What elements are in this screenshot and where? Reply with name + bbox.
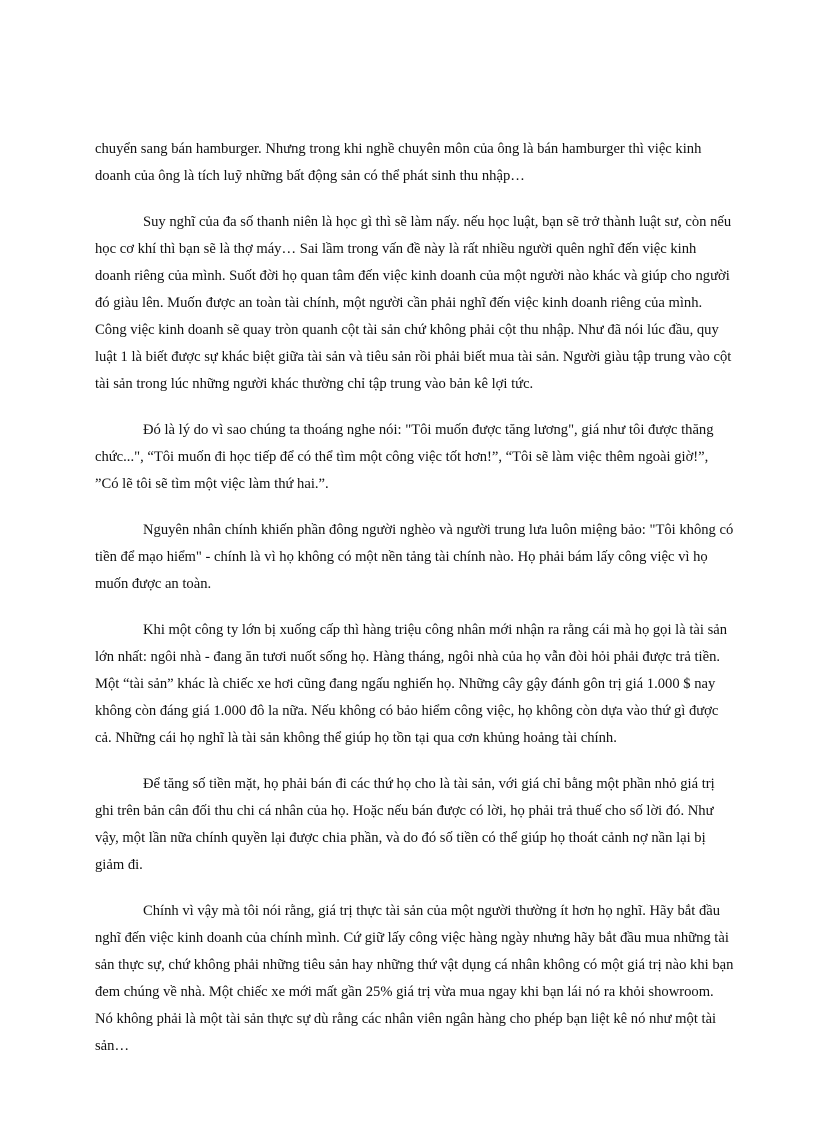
paragraph-3: Đó là lý do vì sao chúng ta thoáng nghe nói: "Tôi muốn được tăng lương", giá như tôi được thăng chức...", “Tôi muốn đi học tiếp để có thể tìm một công việc tốt hơn!”, “Tôi sẽ làm việc thêm ngoài giờ!”, ”Có lẽ tôi sẽ tìm một việc làm thứ hai.”.: [95, 422, 714, 492]
paragraph-2: Suy nghĩ của đa số thanh niên là học gì thì sẽ làm nấy. nếu học luật, bạn sẽ trở thành luật sư, còn nếu học cơ khí thì bạn sẽ là thợ máy… Sai lầm trong vấn đề này là rất nhiều người quên nghĩ đến việc kinh doanh riêng của mình. Suốt đời họ quan tâm đến việc kinh doanh của một người nào khác và giúp cho người đó giàu lên. Muốn được an toàn tài chính, một người cần phải nghĩ đến việc kinh doanh riêng của mình. Công việc kinh doanh sẽ quay tròn quanh cột tài sản chứ không phải cột thu nhập. Như đã nói lúc đầu, quy luật 1 là biết được sự khác biệt giữa tài sản và tiêu sản rồi phải biết mua tài sản. Người giàu tập trung vào cột tài sản trong lúc những người khác thường chỉ tập trung vào bản kê lợi tức.: [95, 214, 732, 392]
paragraph-4: Nguyên nhân chính khiến phần đông người nghèo và người trung lưa luôn miệng bảo: "Tôi không có tiền để mạo hiểm" - chính là vì họ không có một nền tảng tài chính nào. Họ phải bám lấy công việc vì họ muốn được an toàn.: [95, 522, 734, 592]
paragraph-6: Để tăng số tiền mặt, họ phải bán đi các thứ họ cho là tài sản, với giá chỉ bằng một phần nhỏ giá trị ghi trên bản cân đối thu chi cá nhân của họ. Hoặc nếu bán được có lời, họ phải trả thuế cho số lời đó. Như vậy, một lần nữa chính quyền lại được chia phần, và do đó số tiền có thể giúp họ thoát cảnh nợ nần lại bị giảm đi.: [95, 776, 715, 873]
paragraph-5: Khi một công ty lớn bị xuống cấp thì hàng triệu công nhân mới nhận ra rằng cái mà họ gọi là tài sản lớn nhất: ngôi nhà - đang ăn tươi nuốt sống họ. Hàng tháng, ngôi nhà của họ vẫn đòi hỏi phải được trả tiền. Một “tài sản” khác là chiếc xe hơi cũng đang ngấu nghiến họ. Những cây gậy đánh gôn trị giá 1.000 $ nay không còn đáng giá 1.000 đô la nữa. Nếu không có bảo hiểm công việc, họ không còn dựa vào thứ gì được cả. Những cái họ nghĩ là tài sản không thể giúp họ tồn tại qua cơn khủng hoảng tài chính.: [95, 622, 728, 746]
document-body: [95, 136, 735, 1079]
paragraph-7: Chính vì vậy mà tôi nói rằng, giá trị thực tài sản của một người thường ít hơn họ nghĩ. Hãy bắt đầu nghĩ đến việc kinh doanh của chính mình. Cứ giữ lấy công việc hàng ngày nhưng hãy bắt đầu mua những tài sản thực sự, chứ không phải những tiêu sản hay những thứ vật dụng cá nhân không có một giá trị nào khi bạn đem chúng về nhà. Một chiếc xe mới mất gần 25% giá trị vừa mua ngay khi bạn lái nó ra khỏi showroom. Nó không phải là một tài sản thực sự dù rằng các nhân viên ngân hàng cho phép bạn liệt kê nó như một tài sản…: [95, 903, 734, 1054]
paragraph-1: chuyển sang bán hamburger. Nhưng trong khi nghề chuyên môn của ông là bán hamburger thì việc kinh doanh của ông là tích luỹ những bất động sản có thể phát sinh thu nhập…: [95, 141, 702, 184]
